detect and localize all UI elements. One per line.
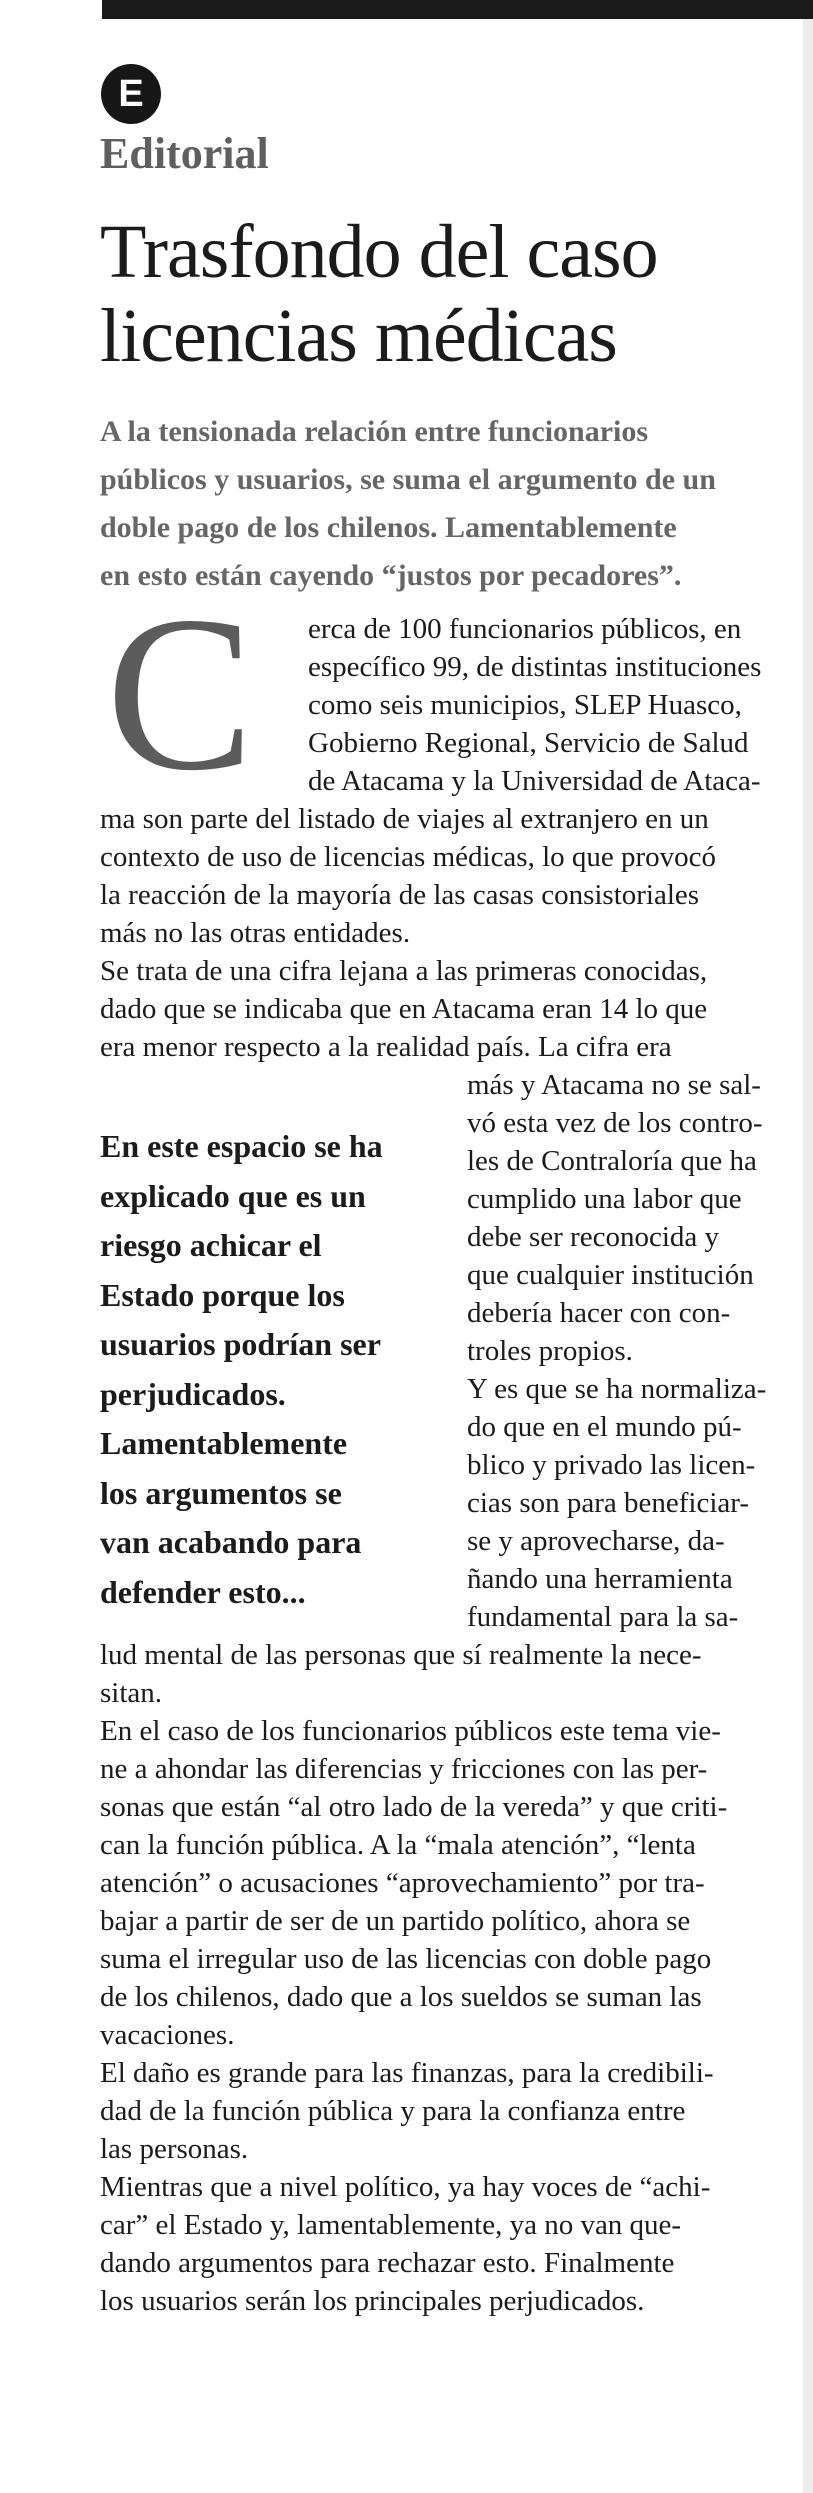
page-edge-strip [803, 19, 813, 2493]
body-line: más y Atacama no se sal- [467, 1069, 761, 1101]
body-line: dando argumentos para rechazar esto. Finalmente [100, 2247, 675, 2279]
body-line: como seis municipios, SLEP Huasco, [308, 689, 742, 721]
pull-quote-line: En este espacio se ha [100, 1128, 383, 1164]
body-line: En el caso de los funcionarios públicos este tema vie- [100, 1715, 721, 1747]
headline-line-1: Trasfondo del caso [100, 210, 658, 294]
body-line: lud mental de las personas que sí realmente la nece- [100, 1639, 702, 1671]
body-line: las personas. [100, 2133, 249, 2165]
body-line: ñando una herramienta [467, 1563, 733, 1595]
body-line: contexto de uso de licencias médicas, lo que provocó [100, 841, 717, 873]
body-line: fundamental para la sa- [467, 1601, 739, 1633]
pull-quote-line: van acabando para [100, 1524, 362, 1560]
body-line: Mientras que a nivel político, ya hay voces de “achi- [100, 2171, 711, 2203]
body-line: bajar a partir de ser de un partido político, ahora se [100, 1905, 691, 1937]
body-line: erca de 100 funcionarios públicos, en [308, 613, 742, 645]
pull-quote [100, 1122, 440, 1617]
body-line: la reacción de la mayoría de las casas consistoriales [100, 879, 700, 911]
body-line: específico 99, de distintas instituciones [308, 651, 762, 683]
body-line: vó esta vez de los contro- [467, 1107, 763, 1139]
body-line: vacaciones. [100, 2019, 235, 2051]
body-line: atención” o acusaciones “aprovechamiento” por tra- [100, 1867, 705, 1899]
lede-line: A la tensionada relación entre funcionarios [100, 415, 649, 448]
editorial-badge-icon [101, 64, 161, 124]
body-line: sitan. [100, 1677, 163, 1709]
section-label: Editorial [100, 129, 269, 178]
pull-quote-line: perjudicados. [100, 1375, 286, 1412]
drop-cap: C [106, 571, 255, 817]
pull-quote-line: los argumentos se [100, 1474, 342, 1511]
pull-quote-line: Estado porque los [100, 1276, 345, 1313]
body-line: debería hacer con con- [467, 1297, 731, 1329]
headline [100, 210, 800, 378]
body-line: más no las otras entidades. [100, 917, 411, 949]
body-line: de Atacama y la Universidad de Ataca- [308, 765, 761, 797]
badge-letter: E [118, 72, 144, 115]
body-line: de los chilenos, dado que a los sueldos se suman las [100, 1981, 702, 2013]
body-line: troles propios. [467, 1335, 633, 1367]
body-line: les de Contraloría que ha [467, 1145, 757, 1177]
body-line: que cualquier institución [467, 1259, 754, 1291]
top-rule [102, 0, 813, 19]
body-line: can la función pública. A la “mala atención”, “lenta [100, 1829, 696, 1861]
body-line: ma son parte del listado de viajes al extranjero en un [100, 803, 709, 835]
body-line: suma el irregular uso de las licencias con doble pago [100, 1943, 712, 1975]
pull-quote-line: explicado que es un [100, 1177, 366, 1214]
lede-line: en esto están cayendo “justos por pecadores”. [100, 559, 682, 592]
body-line: ne a ahondar las diferencias y fricciones con las per- [100, 1753, 708, 1785]
body-line: cumplido una labor que [467, 1183, 742, 1215]
headline-line-2: licencias médicas [100, 294, 617, 378]
body-line: car” el Estado y, lamentablemente, ya no van que- [100, 2209, 682, 2241]
lede-line: doble pago de los chilenos. Lamentablemente [100, 511, 677, 544]
pull-quote-line: riesgo achicar el [100, 1227, 322, 1263]
body-line: cias son para beneficiar- [467, 1487, 750, 1519]
pull-quote-line: usuarios podrían ser [100, 1326, 381, 1362]
pull-quote-line: Lamentablemente [100, 1425, 348, 1461]
body-line: los usuarios serán los principales perjudicados. [100, 2285, 645, 2317]
lede-line: públicos y usuarios, se suma el argumento de un [100, 463, 716, 496]
body-line: se y aprovecharse, da- [467, 1525, 725, 1557]
body-line: debe ser reconocida y [467, 1221, 720, 1253]
body-line: dado que se indicaba que en Atacama eran 14 lo que [100, 993, 708, 1025]
body-line: Se trata de una cifra lejana a las primeras conocidas, [100, 955, 708, 987]
body-line: era menor respecto a la realidad país. La cifra era [100, 1031, 672, 1063]
body-line: do que en el mundo pú- [467, 1411, 742, 1443]
body-line: Gobierno Regional, Servicio de Salud [308, 727, 749, 759]
body-line: Y es que se ha normaliza- [467, 1373, 767, 1405]
body-line: dad de la función pública y para la confianza entre [100, 2095, 686, 2127]
pull-quote-line: defender esto... [100, 1573, 306, 1610]
body-line: El daño es grande para las finanzas, para la credibili- [100, 2057, 714, 2089]
body-line: sonas que están “al otro lado de la vereda” y que criti- [100, 1791, 728, 1823]
body-line: blico y privado las licen- [467, 1449, 756, 1481]
